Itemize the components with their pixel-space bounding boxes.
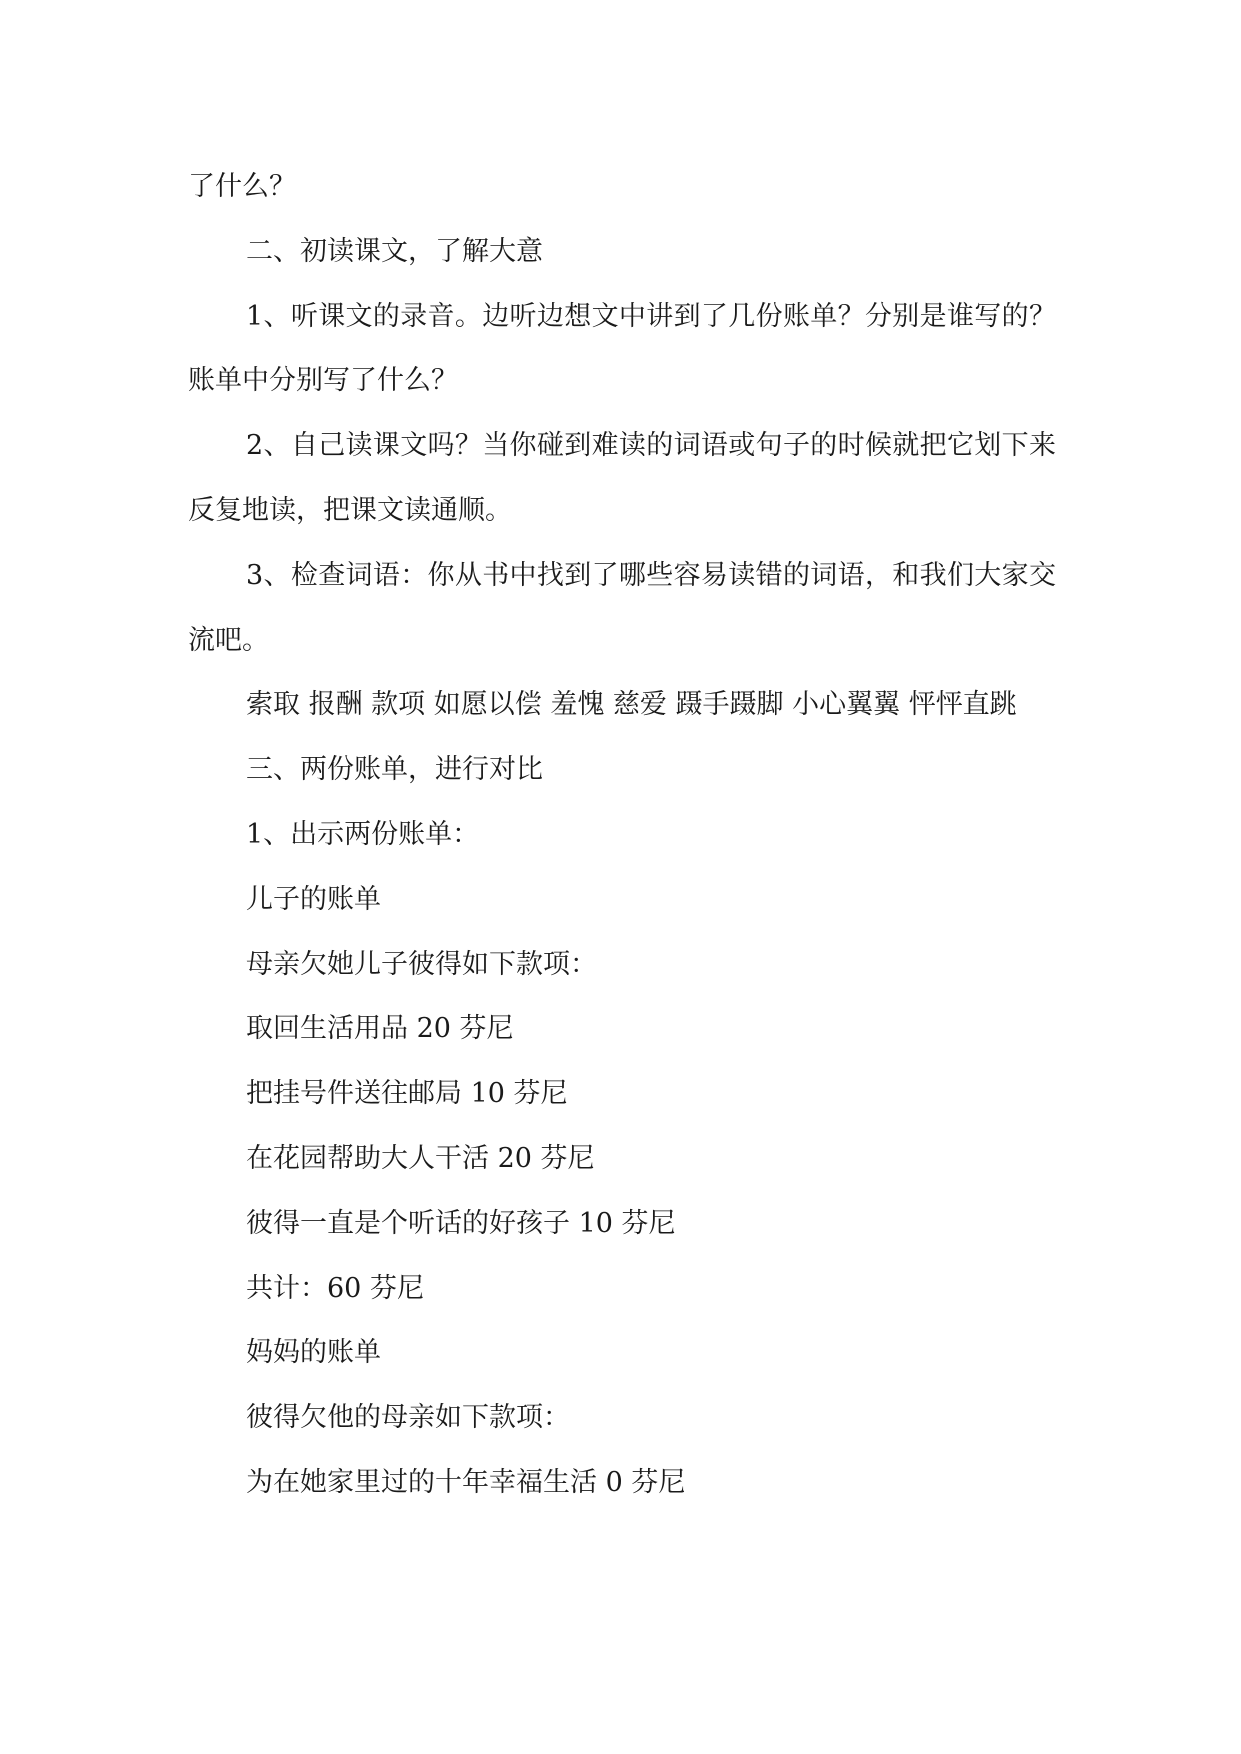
paragraph: 了什么？ <box>188 171 296 202</box>
bill-line: 彼得欠他的母亲如下款项： <box>246 1402 570 1434</box>
paragraph: 1、出示两份账单： <box>246 818 480 850</box>
bill-item: 彼得一直是个听话的好孩子 10 芬尼 <box>246 1207 676 1239</box>
bill-line: 母亲欠她儿子彼得如下款项： <box>246 948 597 980</box>
paragraph: 3、检查词语：你从书中找到了哪些容易读错的词语，和我们大家交流吧。 <box>188 559 1056 656</box>
vocabulary-list: 索取 报酬 款项 如愿以偿 羞愧 慈爱 蹑手蹑脚 小心翼翼 怦怦直跳 <box>246 689 1017 721</box>
bill-title: 儿子的账单 <box>246 883 381 915</box>
bill-title: 妈妈的账单 <box>246 1337 381 1369</box>
paragraph: 1、听课文的录音。边听边想文中讲到了几份账单？分别是谁写的？账单中分别写了什么？ <box>188 300 1056 397</box>
section-heading: 三、两份账单，进行对比 <box>246 754 543 786</box>
bill-total: 共计：60 芬尼 <box>246 1272 424 1304</box>
bill-item: 取回生活用品 20 芬尼 <box>246 1013 514 1045</box>
bill-item: 把挂号件送往邮局 10 芬尼 <box>246 1078 568 1110</box>
document-page <box>188 155 1056 1516</box>
bill-item: 为在她家里过的十年幸福生活 0 芬尼 <box>246 1466 686 1498</box>
section-heading: 二、初读课文，了解大意 <box>246 235 543 267</box>
bill-item: 在花园帮助大人干活 20 芬尼 <box>246 1142 595 1174</box>
paragraph: 2、自己读课文吗？当你碰到难读的词语或句子的时候就把它划下来反复地读，把课文读通顺。 <box>188 430 1056 526</box>
